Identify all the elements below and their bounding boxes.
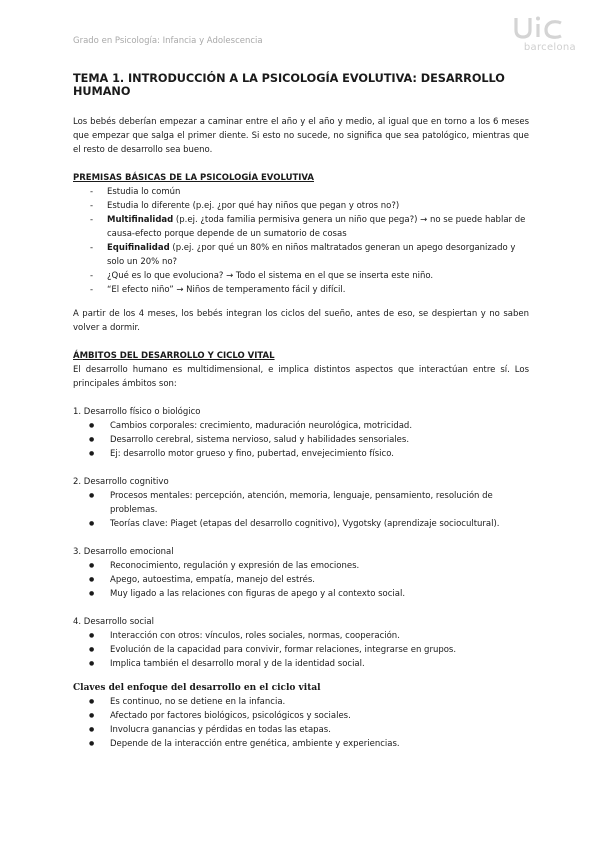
clave-item: ● Involucra ganancias y pérdidas en todas las etapas. xyxy=(73,723,529,737)
premisa-text: (p.ej. ¿toda familia permisiva genera un niño que pega?) → no se puede hablar de causa-efecto porque depende de un sumatorio de cosas xyxy=(107,215,526,239)
ambito-list xyxy=(73,629,529,671)
premisa-text: Estudia lo común xyxy=(107,187,181,197)
ambito-item: ● Apego, autoestima, empatía, manejo del estrés. xyxy=(73,573,529,587)
sleep-paragraph: A partir de los 4 meses, los bebés integran los ciclos del sueño, antes de eso, se despiertan y no saben volver a dormir. xyxy=(73,309,529,333)
premisa-item xyxy=(73,185,529,199)
clave-item: ● Afectado por factores biológicos, psicológicos y sociales. xyxy=(73,709,529,723)
ambitos-groups xyxy=(73,391,529,671)
uic-logo-mark xyxy=(506,14,576,42)
ambito-heading: 4. Desarrollo social xyxy=(73,617,154,627)
ambito-item: ● Evolución de la capacidad para convivir, formar relaciones, integrarse en grupos. xyxy=(73,643,529,657)
ambito-list xyxy=(73,489,529,531)
ambito-list xyxy=(73,419,529,461)
premisa-item xyxy=(73,213,529,241)
premisa-text: “El efecto niño” → Niños de temperamento fácil y difícil. xyxy=(107,285,346,295)
ambitos-intro: El desarrollo humano es multidimensional, e implica distintos aspectos que interactúan entre sí. Los principales ámbitos son: xyxy=(73,365,529,389)
uic-logo xyxy=(506,14,576,54)
premisa-text: ¿Qué es lo que evoluciona? → Todo el sistema en el que se inserta este niño. xyxy=(107,271,434,281)
ambito-item: ● Implica también el desarrollo moral y de la identidad social. xyxy=(73,657,529,671)
premisa-term: Multifinalidad xyxy=(107,215,174,225)
document-body xyxy=(73,72,529,751)
premisa-item xyxy=(73,269,529,283)
ambito-item: ● Interacción con otros: vínculos, roles sociales, normas, cooperación. xyxy=(73,629,529,643)
course-header: Grado en Psicología: Infancia y Adolescencia xyxy=(73,36,263,46)
ambito-item: ● Ej: desarrollo motor grueso y fino, pubertad, envejecimiento físico. xyxy=(73,447,529,461)
ambito-item: ● Reconocimiento, regulación y expresión de las emociones. xyxy=(73,559,529,573)
premisa-text: Estudia lo diferente (p.ej. ¿por qué hay niños que pegan y otros no?) xyxy=(107,201,400,211)
ambito-heading: 2. Desarrollo cognitivo xyxy=(73,477,169,487)
premisa-item xyxy=(73,199,529,213)
premisa-term: Equifinalidad xyxy=(107,243,170,253)
premisas-list xyxy=(73,185,529,297)
premisas-title: PREMISAS BÁSICAS DE LA PSICOLOGÍA EVOLUTIVA xyxy=(73,173,315,183)
claves-title: Claves del enfoque del desarrollo en el ciclo vital xyxy=(73,683,321,693)
clave-item: ● Es continuo, no se detiene en la infancia. xyxy=(73,695,529,709)
ambito-item: ● Teorías clave: Piaget (etapas del desarrollo cognitivo), Vygotsky (aprendizaje sociocultural). xyxy=(73,517,529,531)
page-title: TEMA 1. INTRODUCCIÓN A LA PSICOLOGÍA EVOLUTIVA: DESARROLLO HUMANO xyxy=(73,72,505,98)
claves-list xyxy=(73,695,529,751)
logo-text: barcelona xyxy=(523,42,576,53)
ambito-item: ● Cambios corporales: crecimiento, maduración neurológica, motricidad. xyxy=(73,419,529,433)
ambito-list xyxy=(73,559,529,601)
premisa-text: (p.ej. ¿por qué un 80% en niños maltratados generan un apego desorganizado y solo un 20% no? xyxy=(107,243,516,267)
ambito-item: ● Desarrollo cerebral, sistema nervioso, salud y habilidades sensoriales. xyxy=(73,433,529,447)
ambito-item: ● Muy ligado a las relaciones con figuras de apego y al contexto social. xyxy=(73,587,529,601)
ambitos-title: ÁMBITOS DEL DESARROLLO Y CICLO VITAL xyxy=(73,351,275,361)
ambito-item: ● Procesos mentales: percepción, atención, memoria, lenguaje, pensamiento, resolución de problemas. xyxy=(73,489,529,517)
intro-paragraph: Los bebés deberían empezar a caminar entre el año y el año y medio, al igual que en torno a los 6 meses que empezar que salga el primer diente. Si esto no sucede, no significa que sea patológico, mientras que el resto de desarrollo sea bueno. xyxy=(73,117,529,155)
premisa-item xyxy=(73,283,529,297)
premisa-item xyxy=(73,241,529,269)
clave-item: ● Depende de la interacción entre genética, ambiente y experiencias. xyxy=(73,737,529,751)
ambito-heading: 3. Desarrollo emocional xyxy=(73,547,174,557)
ambito-heading: 1. Desarrollo físico o biológico xyxy=(73,407,201,417)
